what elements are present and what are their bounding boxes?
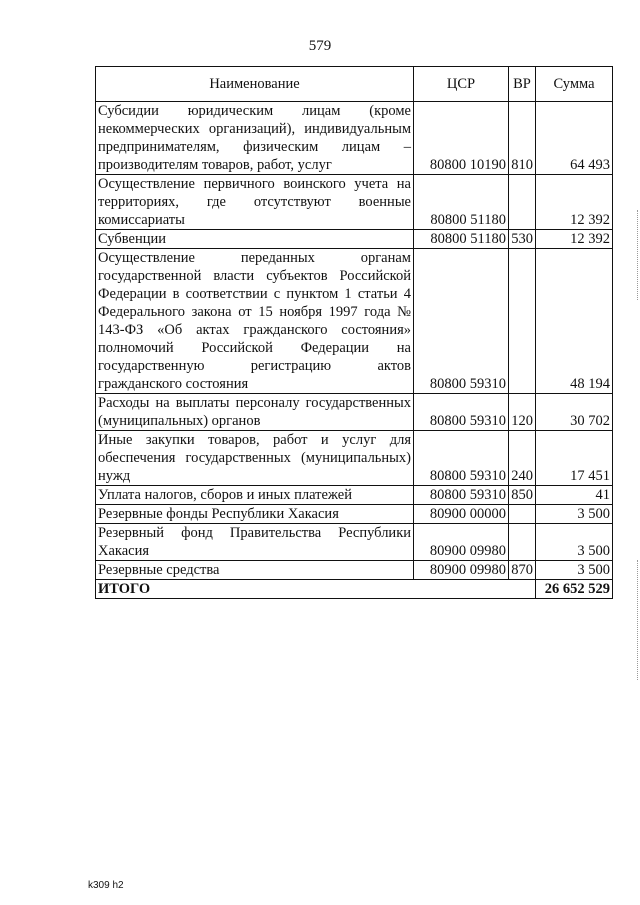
row-sum: 30 702 (536, 394, 613, 431)
row-name: Резервные средства (96, 561, 414, 580)
row-csr: 80900 00000 (414, 505, 509, 524)
table-row (96, 524, 613, 561)
table-row (96, 249, 613, 394)
row-name: Резервный фонд Правительства Республики Хакасия (96, 524, 414, 561)
row-name: Расходы на выплаты персоналу государственных (муниципальных) органов (96, 394, 414, 431)
header-name: Наименование (96, 67, 414, 102)
header-csr: ЦСР (414, 67, 509, 102)
row-sum: 48 194 (536, 249, 613, 394)
row-vr (509, 505, 536, 524)
row-sum: 41 (536, 486, 613, 505)
header-vr: ВР (509, 67, 536, 102)
row-csr: 80900 09980 (414, 561, 509, 580)
table-row (96, 561, 613, 580)
row-vr: 120 (509, 394, 536, 431)
table-row (96, 486, 613, 505)
header-sum: Сумма (536, 67, 613, 102)
row-csr: 80800 10190 (414, 102, 509, 175)
row-csr: 80800 51180 (414, 175, 509, 230)
row-sum: 12 392 (536, 175, 613, 230)
table-row (96, 394, 613, 431)
table-row (96, 230, 613, 249)
row-name: Осуществление переданных органам государственной власти субъектов Российской Федерации в соответствии с пунктом 1 статьи 4 Федерального закона от 15 ноября 1997 года № 143-ФЗ «Об актах гражданского состояния» полномочий Российской Федерации на государственную регистрацию актов гражданского состояния (96, 249, 414, 394)
row-vr: 870 (509, 561, 536, 580)
budget-table (95, 66, 613, 599)
row-name: Резервные фонды Республики Хакасия (96, 505, 414, 524)
row-vr (509, 175, 536, 230)
row-name: Иные закупки товаров, работ и услуг для обеспечения государственных (муниципальных) нужд (96, 431, 414, 486)
row-csr: 80800 59310 (414, 249, 509, 394)
total-label: ИТОГО (96, 580, 536, 599)
row-name: Субвенции (96, 230, 414, 249)
row-vr: 530 (509, 230, 536, 249)
row-vr: 810 (509, 102, 536, 175)
row-vr: 240 (509, 431, 536, 486)
table-row (96, 102, 613, 175)
row-sum: 3 500 (536, 524, 613, 561)
row-sum: 17 451 (536, 431, 613, 486)
row-csr: 80800 59310 (414, 486, 509, 505)
row-csr: 80800 59310 (414, 431, 509, 486)
row-sum: 3 500 (536, 505, 613, 524)
row-sum: 12 392 (536, 230, 613, 249)
row-name: Осуществление первичного воинского учета на территориях, где отсутствуют военные комиссариаты (96, 175, 414, 230)
row-sum: 64 493 (536, 102, 613, 175)
table-row (96, 505, 613, 524)
scan-margin-mark (637, 210, 638, 300)
table-header-row (96, 67, 613, 102)
row-vr (509, 524, 536, 561)
row-name: Уплата налогов, сборов и иных платежей (96, 486, 414, 505)
row-name: Субсидии юридическим лицам (кроме некоммерческих организаций), индивидуальным предпринимателям, физическим лицам – производителям товаров, работ, услуг (96, 102, 414, 175)
footer-code: k309 h2 (88, 880, 124, 891)
row-vr (509, 249, 536, 394)
row-csr: 80900 09980 (414, 524, 509, 561)
scan-margin-mark (637, 560, 638, 680)
total-sum: 26 652 529 (536, 580, 613, 599)
table-row (96, 431, 613, 486)
table-row (96, 175, 613, 230)
row-vr: 850 (509, 486, 536, 505)
total-row (96, 580, 613, 599)
row-sum: 3 500 (536, 561, 613, 580)
row-csr: 80800 51180 (414, 230, 509, 249)
page-number: 579 (308, 38, 332, 54)
row-csr: 80800 59310 (414, 394, 509, 431)
